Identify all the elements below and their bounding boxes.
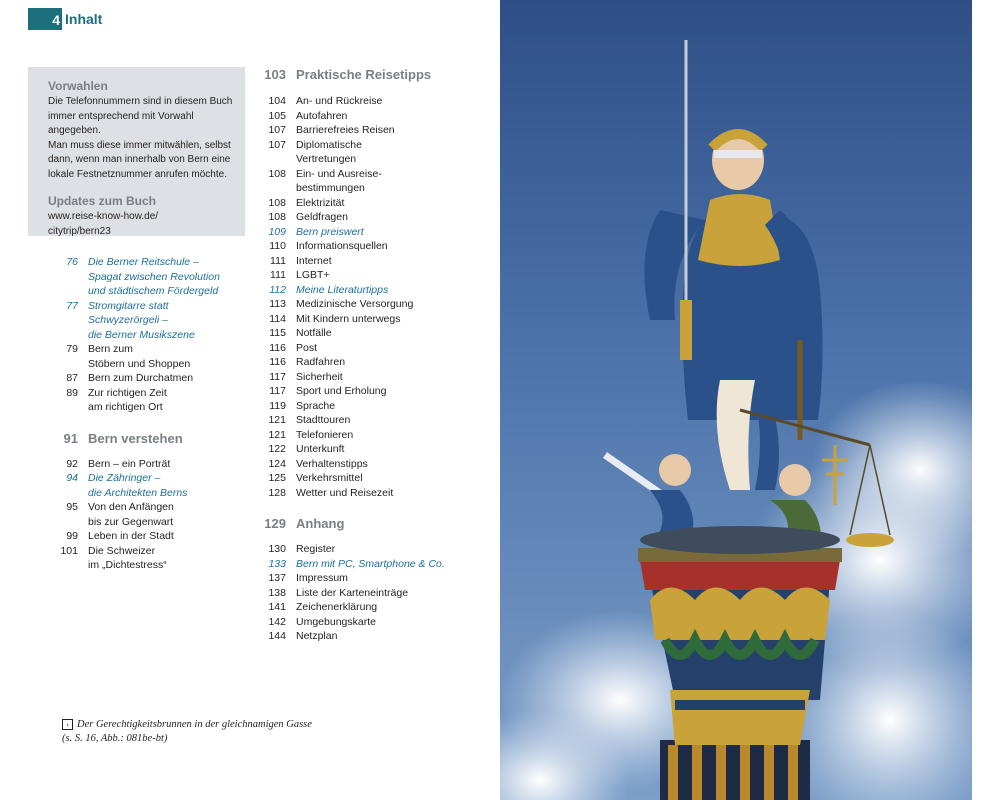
photo-caption — [62, 718, 402, 746]
update-url-line[interactable]: citytrip/bern23 — [48, 225, 111, 237]
info-line: dann, wenn man innerhalb von Bern eine — [48, 154, 231, 165]
toc-entry-title: Notfälle — [296, 327, 332, 339]
toc-page-number: 107 — [268, 124, 286, 136]
toc-entry-title: Die Zähringer – die Architekten Berns — [88, 472, 188, 499]
toc-entry-title: Autofahren — [296, 109, 348, 122]
toc-entry-title: Unterkunft — [296, 443, 345, 455]
toc-entry-title: Diplomatische Vertretungen — [296, 138, 362, 165]
caption-line: Der Gerechtigkeitsbrunnen in der gleichnamigen Gasse — [77, 719, 312, 730]
toc-entry-title: Zeichenerklärung — [296, 601, 378, 613]
toc-entry-title: LGBT+ — [296, 269, 330, 281]
toc-entry[interactable] — [264, 571, 494, 586]
toc-entry[interactable] — [264, 210, 494, 225]
chapter-title: Anhang — [296, 516, 345, 531]
toc-page-number: 89 — [66, 386, 78, 399]
toc-entry-title: Wetter und Reisezeit — [296, 486, 394, 499]
toc-page-number: 142 — [268, 615, 286, 628]
toc-entry[interactable] — [264, 557, 494, 572]
page-reference-icon: › — [62, 719, 73, 730]
chapter-page-number: 91 — [63, 430, 78, 446]
caption-line: (s. S. 16, Abb.: 081be-bt) — [62, 733, 168, 744]
toc-entry[interactable] — [56, 529, 246, 544]
toc-entry[interactable] — [264, 486, 494, 501]
toc-page-number: 121 — [268, 414, 286, 426]
toc-entry[interactable] — [264, 586, 494, 601]
toc-entry[interactable] — [264, 283, 494, 298]
toc-entry[interactable] — [264, 225, 494, 240]
page-margin — [972, 0, 1000, 800]
toc-entry[interactable] — [264, 457, 494, 472]
toc-page-number: 144 — [268, 630, 286, 642]
toc-page-number: 101 — [60, 544, 78, 557]
toc-page-number: 99 — [66, 530, 78, 542]
toc-page-number: 133 — [268, 557, 286, 570]
chapter-page-number: 103 — [264, 67, 286, 82]
toc-entry-title: Leben in der Stadt — [88, 530, 174, 542]
toc-page-number: 95 — [66, 501, 78, 513]
toc-page-number: 108 — [268, 196, 286, 209]
toc-page-number: 76 — [66, 256, 78, 268]
toc-entry[interactable] — [56, 386, 246, 415]
toc-entry-title: Die Berner Reitschule – Spagat zwischen Revolution und städtischem Fördergeld — [88, 256, 220, 297]
info-box-text-vorwahlen — [48, 95, 235, 182]
toc-entry[interactable] — [264, 428, 494, 443]
chapter-title: Bern verstehen — [88, 430, 183, 446]
toc-entry[interactable] — [264, 399, 494, 414]
toc-entry[interactable] — [264, 94, 494, 109]
toc-entry[interactable] — [56, 255, 246, 299]
toc-entry-title: Barrierefreies Reisen — [296, 124, 395, 136]
toc-page-number: 115 — [269, 327, 286, 339]
toc-page-number: 117 — [269, 385, 286, 397]
toc-page-number: 124 — [268, 457, 286, 470]
toc-page-number: 114 — [269, 312, 286, 325]
justice-fountain-photo — [500, 0, 972, 800]
chapter-heading-praktische-reisetipps[interactable] — [264, 67, 494, 83]
toc-entry-title: Sprache — [296, 399, 336, 412]
toc-entry[interactable] — [264, 326, 494, 341]
toc-page-number: 107 — [268, 138, 286, 151]
toc-entry-title: Bern – ein Porträt — [88, 457, 171, 470]
toc-list-praktische-reisetipps — [264, 94, 494, 500]
toc-entry-title: Bern zum Durchatmen — [88, 372, 194, 384]
toc-entry[interactable] — [264, 109, 494, 124]
info-line: Man muss diese immer mitwählen, selbst — [48, 139, 231, 151]
toc-page-number: 110 — [269, 240, 286, 252]
toc-page-number: 116 — [269, 341, 286, 354]
toc-entry[interactable] — [264, 254, 494, 269]
chapter-page-number: 129 — [264, 516, 286, 531]
toc-entry[interactable] — [264, 167, 494, 196]
toc-entry[interactable] — [264, 629, 494, 644]
toc-entry[interactable] — [264, 239, 494, 254]
info-box — [28, 67, 245, 236]
toc-entry-title: Mit Kindern unterwegs — [296, 312, 401, 325]
toc-page-number: 137 — [268, 572, 286, 584]
info-box-title-vorwahlen: Vorwahlen — [48, 79, 108, 93]
toc-entry[interactable] — [264, 370, 494, 385]
toc-entry[interactable] — [56, 371, 246, 386]
toc-entry[interactable] — [264, 471, 494, 486]
toc-page-number: 94 — [66, 472, 78, 484]
toc-entry[interactable] — [56, 471, 246, 500]
toc-entry[interactable] — [264, 615, 494, 630]
toc-entry-title: Sport und Erholung — [296, 385, 387, 397]
page-number: 4 — [28, 8, 62, 30]
toc-entry-title: Liste der Karteneinträge — [296, 586, 409, 599]
chapter-heading-anhang[interactable] — [264, 516, 494, 532]
toc-entry[interactable] — [264, 123, 494, 138]
info-line: Die Telefonnummern sind in diesem Buch — [48, 96, 233, 107]
toc-page-number: 138 — [268, 586, 286, 599]
chapter-title: Praktische Reisetipps — [296, 67, 432, 82]
toc-entry-title: Umgebungskarte — [296, 615, 376, 628]
toc-page-number: 121 — [268, 428, 286, 441]
section-title: Inhalt — [65, 11, 103, 27]
toc-entry-title: Radfahren — [296, 356, 346, 368]
toc-entry[interactable] — [264, 384, 494, 399]
toc-entry-title: Register — [296, 543, 336, 555]
toc-entry-title: Verkehrsmittel — [296, 472, 363, 484]
toc-entry-title: Meine Literaturtipps — [296, 283, 389, 296]
info-box-text-updates — [48, 210, 235, 239]
toc-entry-title: Von den Anfängen bis zur Gegenwart — [88, 501, 174, 528]
toc-page-number: 87 — [66, 372, 78, 384]
toc-entry[interactable] — [264, 268, 494, 283]
toc-entry-title: Impressum — [296, 572, 348, 584]
toc-page-number: 128 — [268, 486, 286, 499]
toc-entry[interactable] — [264, 138, 494, 167]
toc-page-number: 77 — [66, 299, 78, 312]
toc-entry-title: Bern zum Stöbern und Shoppen — [88, 343, 191, 370]
toc-entry-title: Die Schweizer im „Dichtestress“ — [88, 544, 167, 571]
chapter-heading-bern-verstehen[interactable] — [56, 431, 246, 447]
toc-entry[interactable] — [56, 500, 246, 529]
toc-entry-title: Stadttouren — [296, 414, 351, 426]
toc-entry-title: Verhaltenstipps — [296, 457, 368, 470]
toc-entry-title: Informationsquellen — [296, 240, 388, 252]
toc-page-number: 130 — [268, 543, 286, 555]
toc-page-number: 92 — [66, 457, 78, 470]
update-url-line[interactable]: www.reise-know-how.de/ — [48, 211, 159, 222]
page-header — [28, 8, 102, 30]
toc-page-number: 113 — [269, 298, 286, 310]
toc-entry-title: Post — [296, 341, 318, 354]
toc-entry-title: Netzplan — [296, 630, 338, 642]
toc-entry[interactable] — [264, 297, 494, 312]
info-line: lokale Festnetznummer anrufen möchte. — [48, 168, 227, 180]
toc-entry[interactable] — [56, 299, 246, 343]
toc-entry[interactable] — [264, 413, 494, 428]
toc-entry[interactable] — [264, 196, 494, 211]
toc-entry-title: Geldfragen — [296, 211, 348, 223]
toc-page-number: 125 — [268, 472, 286, 484]
toc-page-number: 122 — [268, 443, 286, 455]
toc-page-number: 111 — [270, 254, 286, 267]
toc-entry-title: An- und Rückreise — [296, 95, 383, 107]
toc-entry[interactable] — [264, 312, 494, 327]
toc-page-number: 105 — [268, 109, 286, 122]
toc-page-number: 111 — [270, 269, 286, 281]
toc-right-column — [264, 67, 494, 644]
toc-entry[interactable] — [56, 342, 246, 371]
justice-statue-illustration — [500, 0, 972, 800]
toc-entry-title: Bern preiswert — [296, 225, 364, 238]
toc-entry[interactable] — [264, 355, 494, 370]
toc-entry-title: Telefonieren — [296, 428, 354, 441]
toc-entry[interactable] — [264, 442, 494, 457]
toc-page-number: 141 — [268, 601, 286, 613]
toc-page-number: 108 — [268, 211, 286, 223]
toc-entry-title: Bern mit PC, Smartphone & Co. — [296, 557, 445, 570]
toc-page-number: 117 — [269, 370, 286, 383]
toc-left-column — [56, 255, 246, 573]
toc-entry-title: Medizinische Versorgung — [296, 298, 414, 310]
toc-page-number: 104 — [268, 95, 286, 107]
toc-page-number: 109 — [268, 225, 286, 238]
toc-entry[interactable] — [264, 542, 494, 557]
toc-entry-title: Elektrizität — [296, 196, 345, 209]
toc-page-number: 116 — [269, 356, 286, 368]
toc-page-number: 79 — [66, 343, 78, 355]
toc-page-number: 119 — [269, 399, 286, 412]
info-box-title-updates: Updates zum Buch — [48, 194, 157, 208]
toc-entry-title: Zur richtigen Zeit am richtigen Ort — [88, 386, 167, 413]
toc-page-number: 112 — [269, 283, 286, 296]
toc-entry-title: Ein- und Ausreise- bestimmungen — [296, 167, 382, 194]
toc-entry[interactable] — [264, 341, 494, 356]
toc-entry-title: Internet — [296, 254, 332, 267]
toc-entry[interactable] — [56, 457, 246, 472]
toc-page-number: 108 — [268, 167, 286, 180]
info-line: immer entsprechend mit Vorwahl angegeben. — [48, 110, 194, 136]
toc-entry-title: Sicherheit — [296, 370, 343, 383]
toc-entry[interactable] — [56, 544, 246, 573]
toc-entry[interactable] — [264, 600, 494, 615]
toc-list-anhang — [264, 542, 494, 644]
toc-entry-title: Stromgitarre statt Schwyzerörgeli – die Berner Musikszene — [88, 299, 195, 341]
